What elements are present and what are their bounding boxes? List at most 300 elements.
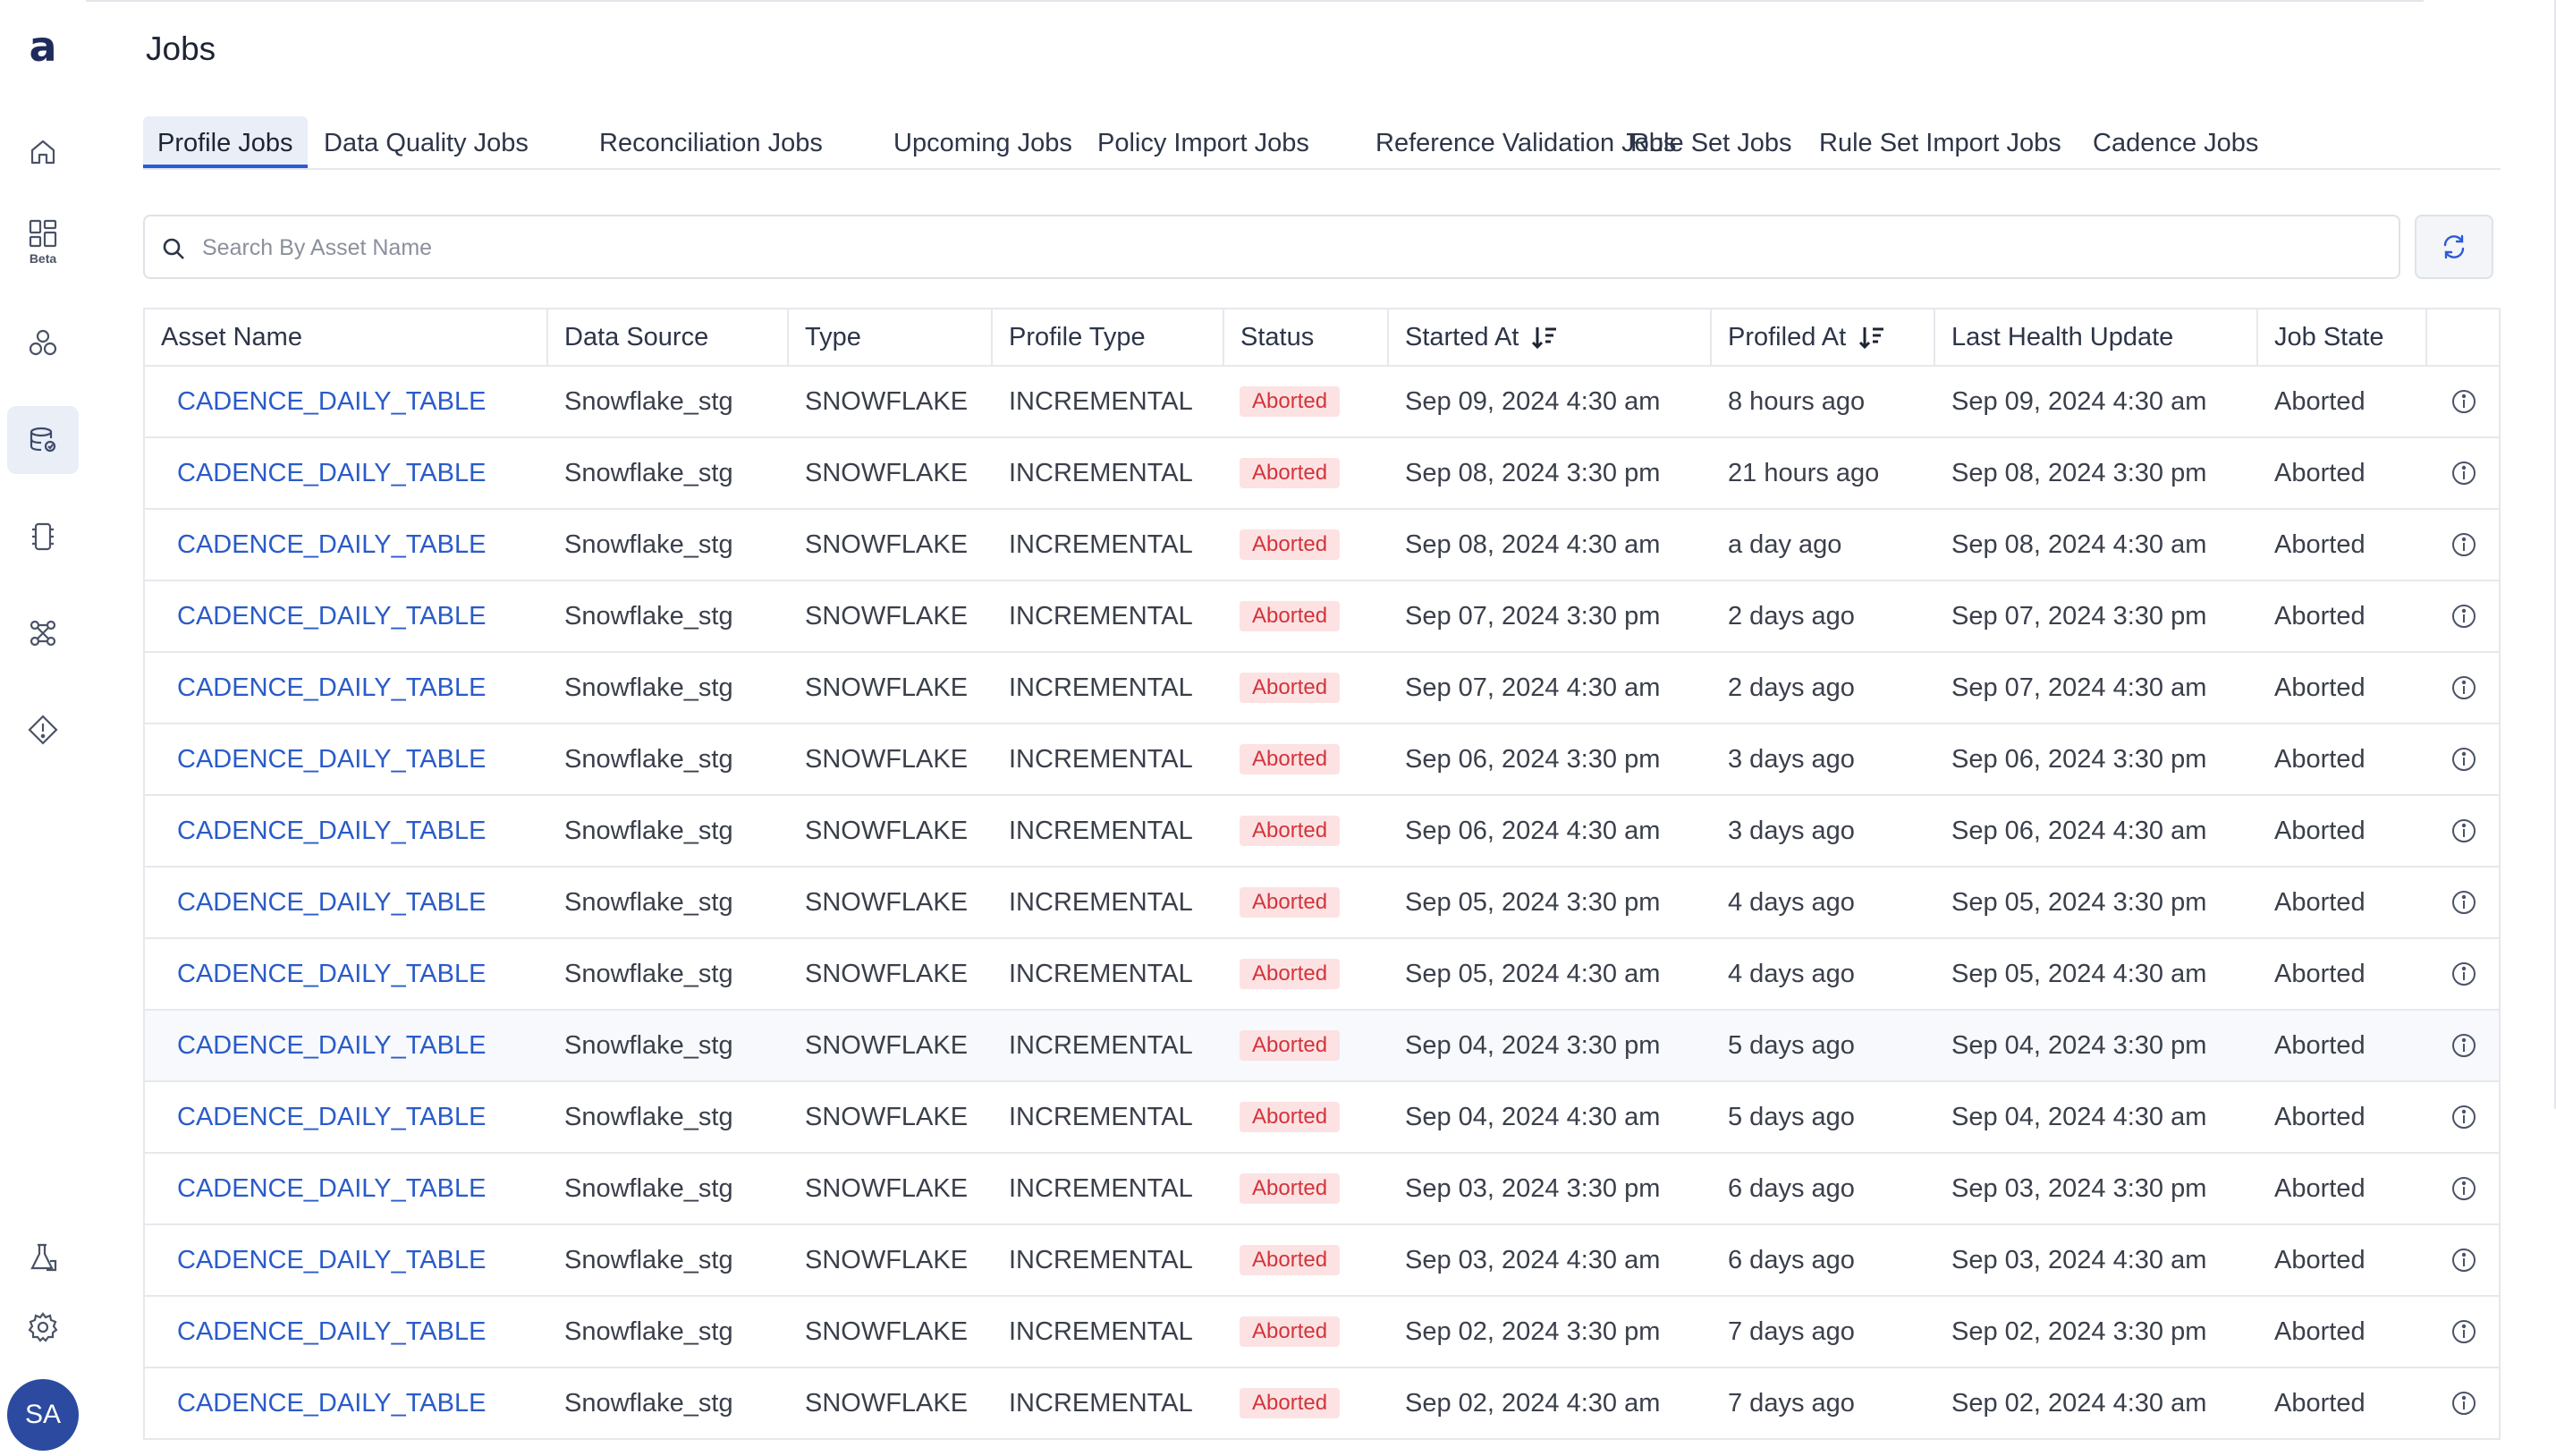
- job-state-cell: [2274, 581, 2366, 651]
- column-header-type[interactable]: Type: [789, 309, 993, 365]
- data-source-cell: Snowflake_stg: [564, 1388, 733, 1418]
- profiled-at-cell: 6 days ago: [1728, 1245, 1855, 1274]
- type-cell: [805, 868, 968, 937]
- job-state-cell: Aborted: [2274, 959, 2366, 988]
- profile-type-cell: [1009, 1011, 1193, 1080]
- info-button[interactable]: [2450, 1154, 2477, 1223]
- data-source-cell: [564, 868, 733, 937]
- asset-name-link[interactable]: CADENCE_DAILY_TABLE: [177, 887, 487, 917]
- info-icon: [2450, 1104, 2477, 1130]
- table-row[interactable]: [145, 796, 2499, 868]
- started-at-cell: [1405, 939, 1660, 1009]
- status-badge: Aborted: [1240, 386, 1340, 417]
- data-source-cell: [564, 1082, 733, 1152]
- info-icon: [2450, 817, 2477, 844]
- status-badge: Aborted: [1240, 887, 1340, 918]
- status-cell: [1240, 1011, 1340, 1080]
- status-badge: Aborted: [1240, 959, 1340, 989]
- started-at-cell: [1405, 510, 1660, 580]
- last-health-update-cell: [1951, 367, 2206, 436]
- tab-profile-jobs[interactable]: Profile Jobs: [143, 116, 308, 168]
- profile-type-cell: [1009, 939, 1193, 1009]
- status-badge: Aborted: [1240, 1102, 1340, 1132]
- tab-data-quality-jobs[interactable]: Data Quality Jobs: [324, 129, 529, 157]
- status-cell: [1240, 796, 1340, 866]
- data-source-cell: [564, 653, 733, 723]
- info-button[interactable]: [2450, 1368, 2477, 1438]
- info-icon: [2450, 531, 2477, 558]
- data-source-cell: Snowflake_stg: [564, 1245, 733, 1274]
- table-row[interactable]: [145, 724, 2499, 796]
- asset-name-link[interactable]: CADENCE_DAILY_TABLE: [177, 601, 487, 631]
- type-cell: [805, 1011, 968, 1080]
- type-cell: [805, 367, 968, 436]
- hub-icon: [27, 327, 59, 360]
- status-cell: [1240, 1082, 1340, 1152]
- column-header-profiled-at[interactable]: Profiled At: [1712, 309, 1935, 365]
- asset-name-link[interactable]: CADENCE_DAILY_TABLE: [177, 673, 487, 702]
- job-state-cell: Aborted: [2274, 1030, 2366, 1060]
- status-badge: Aborted: [1240, 1245, 1340, 1275]
- data-source-cell: [564, 939, 733, 1009]
- sort-descending-icon[interactable]: [1531, 324, 1558, 351]
- type-cell: [805, 939, 968, 1009]
- type-cell: [805, 510, 968, 580]
- asset-name-link[interactable]: CADENCE_DAILY_TABLE: [177, 744, 487, 774]
- asset-name-link[interactable]: CADENCE_DAILY_TABLE: [177, 1388, 487, 1418]
- last-health-update-cell: [1951, 510, 2206, 580]
- last-health-update-cell: [1951, 868, 2206, 937]
- status-badge: Aborted: [1240, 673, 1340, 703]
- status-cell: [1240, 939, 1340, 1009]
- asset-name-link[interactable]: CADENCE_DAILY_TABLE: [177, 529, 487, 559]
- profile-type-cell: [1009, 653, 1193, 723]
- last-health-update-cell: [1951, 1368, 2206, 1438]
- job-state-cell: Aborted: [2274, 386, 2366, 416]
- table-row[interactable]: [145, 939, 2499, 1011]
- alerts-icon: [27, 714, 59, 746]
- column-header-job-state[interactable]: Job State: [2258, 309, 2427, 365]
- data-source-cell: [564, 724, 733, 794]
- last-health-update-cell: Sep 06, 2024 3:30 pm: [1951, 744, 2207, 774]
- profile-type-cell: [1009, 868, 1193, 937]
- avatar[interactable]: SA: [7, 1379, 79, 1451]
- profiled-at-cell: 7 days ago: [1728, 1388, 1855, 1418]
- table-body: [145, 367, 2499, 1440]
- data-source-cell: Snowflake_stg: [564, 386, 733, 416]
- asset-name-cell: [177, 1225, 486, 1295]
- type-cell: SNOWFLAKE: [805, 386, 969, 416]
- job-state-cell: [2274, 724, 2366, 794]
- data-source-cell: Snowflake_stg: [564, 1173, 733, 1203]
- data-source-cell: Snowflake_stg: [564, 601, 733, 631]
- type-cell: SNOWFLAKE: [805, 1102, 969, 1131]
- sidebar-item-settings[interactable]: [7, 1293, 79, 1361]
- table-row[interactable]: [145, 1154, 2499, 1225]
- info-button[interactable]: [2450, 438, 2477, 508]
- type-cell: SNOWFLAKE: [805, 816, 969, 845]
- profiled-at-cell: 21 hours ago: [1728, 458, 1880, 487]
- table-row[interactable]: [145, 367, 2499, 438]
- column-header-status[interactable]: Status: [1224, 309, 1389, 365]
- info-button[interactable]: [2450, 1297, 2477, 1367]
- asset-name-cell: [177, 510, 486, 580]
- job-state-cell: Aborted: [2274, 673, 2366, 702]
- profiled-at-cell: [1728, 1297, 1855, 1367]
- info-icon: [2450, 889, 2477, 916]
- asset-name-cell: [177, 367, 486, 436]
- info-button[interactable]: [2450, 581, 2477, 651]
- data-source-cell: Snowflake_stg: [564, 673, 733, 702]
- profiled-at-cell: [1728, 1082, 1855, 1152]
- started-at-cell: Sep 05, 2024 3:30 pm: [1405, 887, 1661, 917]
- info-button[interactable]: [2450, 1011, 2477, 1080]
- data-source-cell: Snowflake_stg: [564, 458, 733, 487]
- last-health-update-cell: [1951, 724, 2206, 794]
- sidebar-item-pipelines[interactable]: [7, 599, 79, 667]
- sidebar-item-hub[interactable]: [7, 309, 79, 377]
- search-input[interactable]: [202, 227, 2349, 268]
- profiled-at-cell: [1728, 438, 1879, 508]
- info-button[interactable]: [2450, 1225, 2477, 1295]
- status-badge: Aborted: [1240, 458, 1340, 488]
- profile-type-cell: [1009, 796, 1193, 866]
- asset-name-cell: [177, 653, 486, 723]
- tab-policy-import-jobs[interactable]: Policy Import Jobs: [1097, 129, 1309, 157]
- data-source-cell: Snowflake_stg: [564, 1102, 733, 1131]
- profile-type-cell: [1009, 1154, 1193, 1223]
- type-cell: [805, 653, 968, 723]
- status-cell: [1240, 438, 1340, 508]
- profile-type-cell: INCREMENTAL: [1009, 1316, 1193, 1346]
- profiled-at-cell: 3 days ago: [1728, 816, 1855, 845]
- status-cell: [1240, 1297, 1340, 1367]
- data-source-cell: [564, 1011, 733, 1080]
- job-state-cell: Aborted: [2274, 1245, 2366, 1274]
- profile-type-cell: INCREMENTAL: [1009, 1173, 1193, 1203]
- type-cell: SNOWFLAKE: [805, 959, 969, 988]
- table-row[interactable]: [145, 1297, 2499, 1368]
- status-badge: Aborted: [1240, 601, 1340, 631]
- asset-name-link[interactable]: CADENCE_DAILY_TABLE: [177, 1030, 487, 1060]
- tab-rule-set-jobs[interactable]: Rule Set Jobs: [1630, 129, 1792, 157]
- profile-type-cell: [1009, 438, 1193, 508]
- table-row[interactable]: [145, 510, 2499, 581]
- info-icon: [2450, 1390, 2477, 1417]
- info-icon: [2450, 1032, 2477, 1059]
- status-badge: Aborted: [1240, 1316, 1340, 1347]
- table-row[interactable]: [145, 1368, 2499, 1440]
- info-icon: [2450, 1247, 2477, 1274]
- search-icon: [161, 236, 186, 261]
- column-header-started-at[interactable]: Started At: [1389, 309, 1712, 365]
- job-state-cell: Aborted: [2274, 887, 2366, 917]
- asset-name-link[interactable]: CADENCE_DAILY_TABLE: [177, 1173, 487, 1203]
- tab-cadence-jobs[interactable]: Cadence Jobs: [2093, 129, 2259, 157]
- asset-name-cell: [177, 1011, 486, 1080]
- status-cell: [1240, 1225, 1340, 1295]
- status-cell: [1240, 581, 1340, 651]
- job-state-cell: [2274, 796, 2366, 866]
- tab-rule-set-import-jobs[interactable]: Rule Set Import Jobs: [1819, 129, 2061, 157]
- job-state-cell: Aborted: [2274, 1102, 2366, 1131]
- info-icon: [2450, 388, 2477, 415]
- last-health-update-cell: [1951, 1082, 2206, 1152]
- table-row[interactable]: [145, 868, 2499, 939]
- refresh-button[interactable]: [2415, 215, 2493, 279]
- asset-name-cell: [177, 438, 486, 508]
- started-at-cell: Sep 02, 2024 4:30 am: [1405, 1388, 1661, 1418]
- started-at-cell: [1405, 1297, 1660, 1367]
- profiled-at-cell: [1728, 1154, 1855, 1223]
- profiled-at-cell: [1728, 1011, 1855, 1080]
- notebook-icon: [27, 521, 59, 553]
- type-cell: [805, 1297, 968, 1367]
- job-state-cell: [2274, 1225, 2366, 1295]
- asset-name-cell: [177, 796, 486, 866]
- job-state-cell: Aborted: [2274, 1316, 2366, 1346]
- tab-reconciliation-jobs[interactable]: Reconciliation Jobs: [599, 129, 823, 157]
- profiled-at-cell: 3 days ago: [1728, 744, 1855, 774]
- database-icon: [27, 424, 59, 456]
- profiled-at-cell: [1728, 868, 1855, 937]
- asset-name-cell: [177, 724, 486, 794]
- job-state-cell: Aborted: [2274, 458, 2366, 487]
- last-health-update-cell: [1951, 1154, 2206, 1223]
- info-button[interactable]: [2450, 868, 2477, 937]
- type-cell: [805, 438, 968, 508]
- profile-type-cell: [1009, 1082, 1193, 1152]
- table-row[interactable]: [145, 1082, 2499, 1154]
- app-logo[interactable]: a: [29, 22, 57, 71]
- page-title: Jobs: [146, 30, 216, 67]
- sidebar-item-notebook[interactable]: [7, 503, 79, 571]
- type-cell: SNOWFLAKE: [805, 744, 969, 774]
- started-at-cell: [1405, 1154, 1660, 1223]
- last-health-update-cell: [1951, 581, 2206, 651]
- profiled-at-cell: 2 days ago: [1728, 673, 1855, 702]
- info-button[interactable]: [2450, 724, 2477, 794]
- profiled-at-cell: [1728, 939, 1855, 1009]
- last-health-update-cell: Sep 04, 2024 4:30 am: [1951, 1102, 2207, 1131]
- info-icon: [2450, 961, 2477, 987]
- started-at-cell: Sep 07, 2024 4:30 am: [1405, 673, 1661, 702]
- job-state-cell: [2274, 1368, 2366, 1438]
- gear-icon: [27, 1311, 59, 1343]
- data-source-cell: [564, 438, 733, 508]
- beta-label: Beta: [29, 251, 57, 266]
- started-at-cell: [1405, 367, 1660, 436]
- profiled-at-cell: [1728, 796, 1855, 866]
- asset-name-cell: [177, 1082, 486, 1152]
- job-state-cell: [2274, 1011, 2366, 1080]
- sidebar-item-home[interactable]: [7, 118, 79, 186]
- profiled-at-cell: 5 days ago: [1728, 1030, 1855, 1060]
- profiled-at-cell: 7 days ago: [1728, 1316, 1855, 1346]
- type-cell: SNOWFLAKE: [805, 1173, 969, 1203]
- started-at-cell: Sep 05, 2024 4:30 am: [1405, 959, 1661, 988]
- profile-type-cell: INCREMENTAL: [1009, 1030, 1193, 1060]
- home-icon: [27, 136, 59, 168]
- refresh-icon: [2441, 233, 2467, 260]
- started-at-cell: [1405, 438, 1660, 508]
- last-health-update-cell: Sep 07, 2024 3:30 pm: [1951, 601, 2207, 631]
- column-header-data-source[interactable]: Data Source: [548, 309, 789, 365]
- data-source-cell: [564, 1368, 733, 1438]
- tab-reference-validation-jobs[interactable]: Reference Validation Jobs: [1375, 129, 1677, 157]
- data-source-cell: Snowflake_stg: [564, 887, 733, 917]
- last-health-update-cell: [1951, 438, 2206, 508]
- data-source-cell: Snowflake_stg: [564, 1316, 733, 1346]
- profiled-at-cell: 6 days ago: [1728, 1173, 1855, 1203]
- table-row[interactable]: [145, 1225, 2499, 1297]
- started-at-cell: [1405, 724, 1660, 794]
- sidebar-item-dashboard[interactable]: [7, 207, 79, 275]
- info-icon: [2450, 1175, 2477, 1202]
- status-cell: [1240, 868, 1340, 937]
- info-icon: [2450, 460, 2477, 487]
- type-cell: [805, 1368, 968, 1438]
- job-state-cell: [2274, 510, 2366, 580]
- job-state-cell: Aborted: [2274, 816, 2366, 845]
- table-row[interactable]: [145, 1011, 2499, 1082]
- profiled-at-cell: [1728, 653, 1855, 723]
- type-cell: SNOWFLAKE: [805, 673, 969, 702]
- started-at-cell: Sep 04, 2024 4:30 am: [1405, 1102, 1661, 1131]
- data-source-cell: Snowflake_stg: [564, 1030, 733, 1060]
- profile-type-cell: INCREMENTAL: [1009, 887, 1193, 917]
- info-button[interactable]: [2450, 1082, 2477, 1152]
- started-at-cell: Sep 03, 2024 4:30 am: [1405, 1245, 1661, 1274]
- sidebar-item-lab[interactable]: [7, 1223, 79, 1291]
- profiled-at-cell: 5 days ago: [1728, 1102, 1855, 1131]
- table-row[interactable]: [145, 653, 2499, 724]
- status-badge: Aborted: [1240, 744, 1340, 775]
- last-health-update-cell: [1951, 653, 2206, 723]
- search-bar: [143, 215, 2400, 279]
- asset-name-link[interactable]: CADENCE_DAILY_TABLE: [177, 959, 487, 988]
- column-header-asset-name[interactable]: Asset Name: [145, 309, 548, 365]
- last-health-update-cell: [1951, 939, 2206, 1009]
- info-button[interactable]: [2450, 653, 2477, 723]
- status-badge: Aborted: [1240, 1173, 1340, 1204]
- status-badge: Aborted: [1240, 529, 1340, 560]
- last-health-update-cell: Sep 03, 2024 3:30 pm: [1951, 1173, 2207, 1203]
- last-health-update-cell: Sep 07, 2024 4:30 am: [1951, 673, 2207, 702]
- job-state-cell: [2274, 653, 2366, 723]
- started-at-cell: [1405, 653, 1660, 723]
- profiled-at-cell: 8 hours ago: [1728, 386, 1866, 416]
- type-cell: SNOWFLAKE: [805, 601, 969, 631]
- profile-type-cell: INCREMENTAL: [1009, 744, 1193, 774]
- column-header-last-health-update[interactable]: Last Health Update: [1935, 309, 2258, 365]
- data-source-cell: [564, 1225, 733, 1295]
- type-cell: [805, 1082, 968, 1152]
- info-icon: [2450, 603, 2477, 630]
- lab-icon: [27, 1241, 59, 1274]
- job-state-cell: [2274, 367, 2366, 436]
- table-row[interactable]: [145, 438, 2499, 510]
- profile-type-cell: INCREMENTAL: [1009, 959, 1193, 988]
- started-at-cell: Sep 08, 2024 4:30 am: [1405, 529, 1661, 559]
- last-health-update-cell: [1951, 796, 2206, 866]
- started-at-cell: Sep 04, 2024 3:30 pm: [1405, 1030, 1661, 1060]
- last-health-update-cell: Sep 02, 2024 4:30 am: [1951, 1388, 2207, 1418]
- profile-type-cell: INCREMENTAL: [1009, 529, 1193, 559]
- info-button[interactable]: [2450, 367, 2477, 436]
- job-state-cell: Aborted: [2274, 529, 2366, 559]
- type-cell: SNOWFLAKE: [805, 529, 969, 559]
- profile-type-cell: [1009, 1368, 1193, 1438]
- profile-type-cell: INCREMENTAL: [1009, 816, 1193, 845]
- info-button[interactable]: [2450, 796, 2477, 866]
- status-cell: [1240, 653, 1340, 723]
- job-state-cell: Aborted: [2274, 1388, 2366, 1418]
- asset-name-cell: [177, 581, 486, 651]
- data-source-cell: Snowflake_stg: [564, 744, 733, 774]
- sidebar-item-data-reliability[interactable]: [7, 406, 79, 474]
- started-at-cell: [1405, 868, 1660, 937]
- status-cell: [1240, 724, 1340, 794]
- profile-type-cell: [1009, 367, 1193, 436]
- started-at-cell: Sep 03, 2024 3:30 pm: [1405, 1173, 1661, 1203]
- data-source-cell: Snowflake_stg: [564, 816, 733, 845]
- started-at-cell: [1405, 1368, 1660, 1438]
- info-button[interactable]: [2450, 939, 2477, 1009]
- table-row[interactable]: [145, 581, 2499, 653]
- type-cell: SNOWFLAKE: [805, 1245, 969, 1274]
- started-at-cell: Sep 02, 2024 3:30 pm: [1405, 1316, 1661, 1346]
- column-header-profile-type[interactable]: Profile Type: [993, 309, 1224, 365]
- profile-type-cell: [1009, 724, 1193, 794]
- data-source-cell: Snowflake_stg: [564, 529, 733, 559]
- started-at-cell: Sep 06, 2024 3:30 pm: [1405, 744, 1661, 774]
- last-health-update-cell: [1951, 1297, 2206, 1367]
- profiled-at-cell: 2 days ago: [1728, 601, 1855, 631]
- dashboard-icon: [27, 217, 59, 250]
- type-cell: [805, 796, 968, 866]
- tab-upcoming-jobs[interactable]: Upcoming Jobs: [893, 129, 1072, 157]
- asset-name-link[interactable]: CADENCE_DAILY_TABLE: [177, 1316, 487, 1346]
- profiled-at-cell: [1728, 510, 1841, 580]
- data-source-cell: [564, 1154, 733, 1223]
- profile-type-cell: INCREMENTAL: [1009, 1102, 1193, 1131]
- asset-name-link[interactable]: CADENCE_DAILY_TABLE: [177, 1245, 487, 1274]
- profiled-at-cell: [1728, 581, 1855, 651]
- asset-name-link[interactable]: CADENCE_DAILY_TABLE: [177, 1102, 487, 1131]
- sort-descending-icon[interactable]: [1858, 324, 1885, 351]
- type-cell: SNOWFLAKE: [805, 1388, 969, 1418]
- job-state-cell: Aborted: [2274, 601, 2366, 631]
- job-state-cell: [2274, 868, 2366, 937]
- last-health-update-cell: Sep 04, 2024 3:30 pm: [1951, 1030, 2207, 1060]
- data-source-cell: [564, 1297, 733, 1367]
- info-button[interactable]: [2450, 510, 2477, 580]
- asset-name-cell: [177, 1297, 486, 1367]
- asset-name-link[interactable]: CADENCE_DAILY_TABLE: [177, 458, 487, 487]
- profile-jobs-table: [143, 308, 2501, 1440]
- asset-name-link[interactable]: CADENCE_DAILY_TABLE: [177, 386, 487, 416]
- started-at-cell: [1405, 1082, 1660, 1152]
- last-health-update-cell: Sep 02, 2024 3:30 pm: [1951, 1316, 2207, 1346]
- sidebar-item-alerts[interactable]: [7, 696, 79, 764]
- data-source-cell: [564, 581, 733, 651]
- type-cell: [805, 1154, 968, 1223]
- asset-name-link[interactable]: CADENCE_DAILY_TABLE: [177, 816, 487, 845]
- started-at-cell: [1405, 1011, 1660, 1080]
- asset-name-cell: [177, 939, 486, 1009]
- profile-type-cell: INCREMENTAL: [1009, 458, 1193, 487]
